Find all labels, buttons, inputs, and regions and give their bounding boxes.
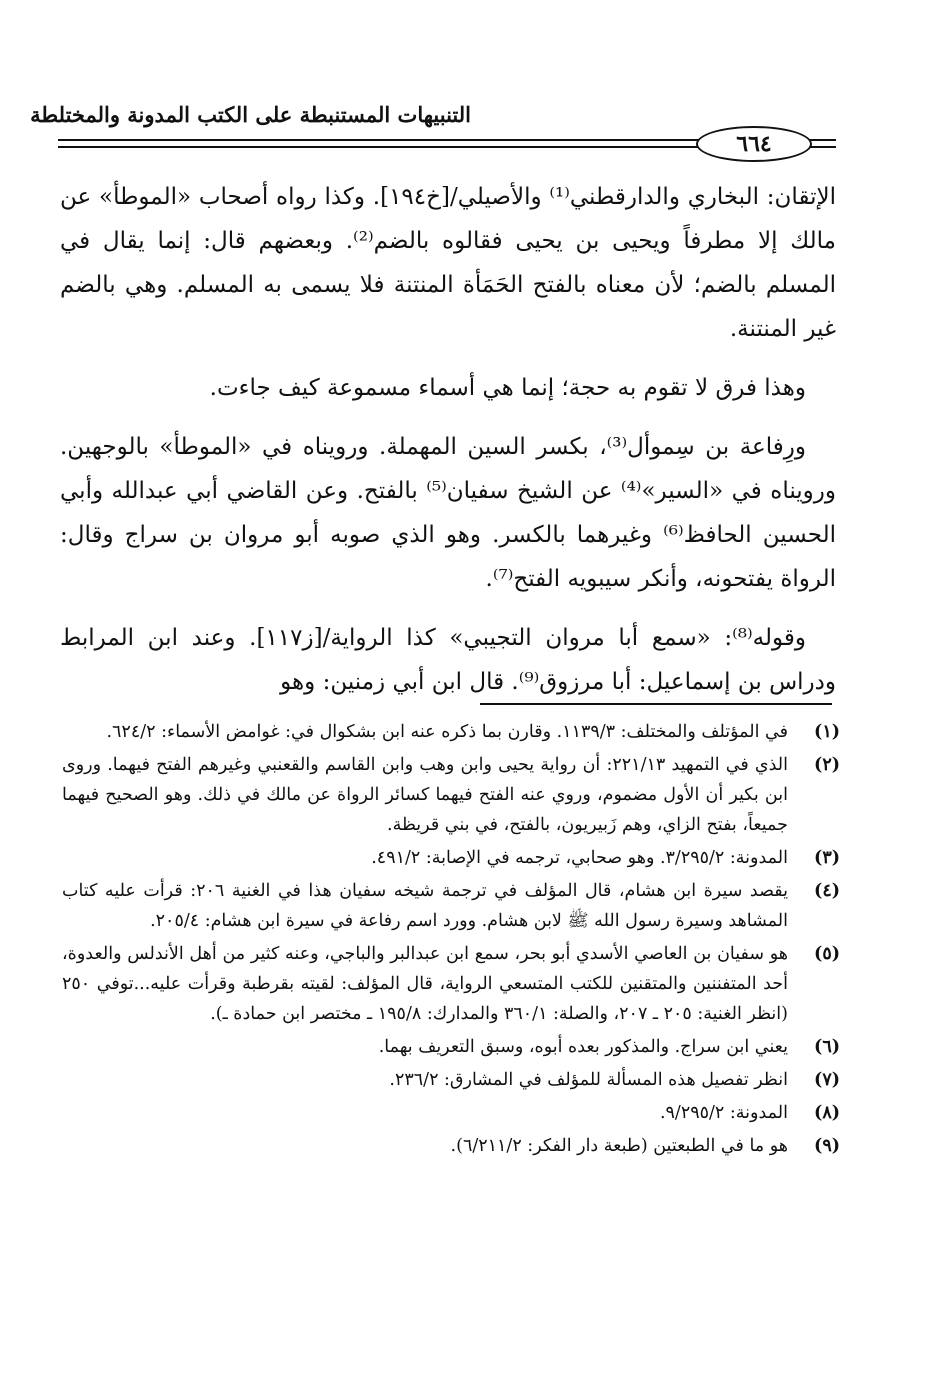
footnote	[62, 1032, 840, 1062]
footnote-text: في المؤتلف والمختلف: ١١٣٩/٣. وقارن بما ذكره عنه ابن بشكوال في: غوامض الأسماء: ٦٢٤/٢.	[106, 722, 788, 742]
footnote-number: (٦)	[814, 1037, 840, 1057]
footnote-number: (٧)	[814, 1070, 840, 1090]
footnote-text: يعني ابن سراج. والمذكور بعده أبوه، وسبق التعريف بهما.	[378, 1037, 788, 1057]
footnote-separator	[480, 703, 832, 705]
footnote-text: الذي في التمهيد ٢٢١/١٣: أن رواية يحيى وابن وهب وابن القاسم والقعنبي وغيرهم الفتح فيهما. وروى ابن بكير أن الأول مضموم، وروي عنه الفتح فيهما كسائر الرواة عن مالك في ذلك. وهو الصحيح فيهما جميعاً، بفتح الزاي، وهم زَبيريون، بالفتح، في بني قريظة.	[62, 755, 788, 835]
paragraph: وهذا فرق لا تقوم به حجة؛ إنما هي أسماء مسموعة كيف جاءت.	[209, 375, 806, 401]
footnote	[62, 717, 840, 747]
main-text	[60, 175, 836, 719]
footnote	[62, 843, 840, 873]
footnote-number: (٤)	[814, 881, 840, 901]
footnote-text: المدونة: ٣/٢٩٥/٢. وهو صحابي، ترجمه في الإصابة: ٤٩١/٢.	[371, 848, 788, 868]
footnote-number: (٩)	[814, 1136, 840, 1156]
paragraph: الإتقان: البخاري والدارقطني⁽¹⁾ والأصيلي/[خ١٩٤]. وكذا رواه أصحاب «الموطأ» عن مالك إلا مطرفاً ويحيى بن يحيى فقالوه بالضم⁽²⁾. وبعضهم قال: إنما يقال في المسلم بالضم؛ لأن معناه بالفتح الحَمَأة المنتنة فلا يسمى به المسلم. وهي بالضم غير المنتنة.	[60, 184, 836, 342]
running-title: التنبيهات المستنبطة على الكتب المدونة والمختلطة	[30, 102, 471, 127]
footnote-number: (٨)	[814, 1103, 840, 1123]
footnote	[62, 1065, 840, 1095]
footnotes	[62, 717, 840, 1164]
footnote-number: (٥)	[814, 944, 840, 964]
footnote-text: هو ما في الطبعتين (طبعة دار الفكر: ٦/٢١١/٢).	[450, 1136, 788, 1156]
footnote-number: (١)	[814, 722, 840, 742]
footnote-number: (٢)	[814, 755, 840, 775]
footnote	[62, 939, 840, 1029]
footnote-text: يقصد سيرة ابن هشام، قال المؤلف في ترجمة شيخه سفيان هذا في الغنية ٢٠٦: قرأت عليه كتاب المشاهد وسيرة رسول الله ﷺ لابن هشام. وورد اسم رفاعة في سيرة ابن هشام: ٢٠٥/٤.	[62, 881, 789, 931]
footnote	[62, 876, 840, 936]
footnote-text: هو سفيان بن العاصي الأسدي أبو بحر، سمع ابن عبدالبر والباجي، وعنه كثير من أهل الأندلس والعدوة، أحد المتفننين والمتقنين للكتب المتسعي الرواية، قال المؤلف: لقيته بقرطبة وقرأت عليه...توفي ٢٥٠ (انظر الغنية: ٢٠٥ ـ ٢٠٧، والصلة: ٣٦٠/١ والمدارك: ١٩٥/٨ ـ مختصر ابن حمادة ـ).	[62, 944, 788, 1024]
footnote	[62, 1131, 840, 1161]
footnote-text: انظر تفصيل هذه المسألة للمؤلف في المشارق: ٢٣٦/٢.	[389, 1070, 788, 1090]
paragraph: وقوله⁽⁸⁾: «سمع أبا مروان التجيبي» كذا الرواية/[ز١١٧]. وعند ابن المرابط ودراس بن إسماعيل: أبا مرزوق⁽⁹⁾. قال ابن أبي زمنين: وهو	[60, 625, 836, 695]
paragraph: ورِفاعة بن سِموأل⁽³⁾، بكسر السين المهملة. ورويناه في «الموطأ» بالوجهين. ورويناه في «السير»⁽⁴⁾ عن الشيخ سفيان⁽⁵⁾ بالفتح. وعن القاضي أبي عبدالله وأبي الحسين الحافظ⁽⁶⁾ وغيرهما بالكسر. وهو الذي صوبه أبو مروان بن سراج وقال: الرواة يفتحونه، وأنكر سيبويه الفتح⁽⁷⁾.	[60, 434, 836, 592]
footnote	[62, 750, 840, 840]
footnote-number: (٣)	[814, 848, 840, 868]
footnote	[62, 1098, 840, 1128]
footnote-text: المدونة: ٩/٢٩٥/٢.	[659, 1103, 788, 1123]
page-number: ٦٦٤	[696, 126, 812, 162]
